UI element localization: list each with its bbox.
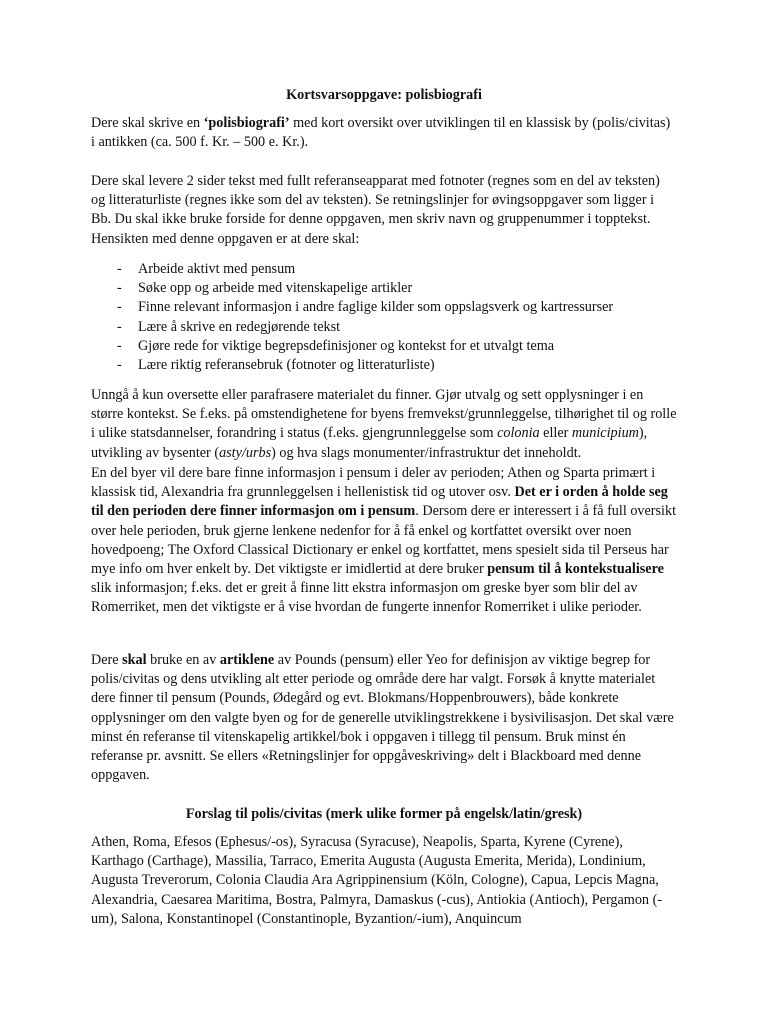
list-item: - Gjøre rede for viktige begrepsdefinisjoner og kontekst for et utvalgt tema [117,337,708,356]
list-item: - Lære å skrive en redegjørende tekst [117,318,708,337]
list-item: - Finne relevant informasjon i andre faglige kilder som oppslagsverk og kartressurser [117,298,708,317]
dash-bullet: - [117,337,122,354]
list-item: - Lære riktig referansebruk (fotnoter og litteraturliste) [117,356,708,375]
dash-bullet: - [117,318,122,335]
city-list-paragraph: Athen, Roma, Efesos (Ephesus/-os), Syracusa (Syracuse), Neapolis, Sparta, Kyrene (Cyrene), Karthago (Carthage), Massilia, Tarraco, Emerita Augusta (Augusta Emerita, Merida), Londinium, Augusta Treverorum, Colonia Claudia Ara Agrippinensium (Köln, Cologne), Capua, Lepcis Magna, Alexandria, Caesarea Maritima, Bostra, Palmyra, Damaskus (-cus), Antiokia (Antioch), Pergamon (-um), Salona, Konstantinopel (Constantinople, Byzantion/-ium), Anquincum [91,834,663,927]
period-paragraph: En del byer vil dere bare finne informasjon i pensum i deler av perioden; Athen og Sparta primært i klassisk tid, Alexandria fra grunnleggelsen i hellenistisk tid og utover osv. Det er i orden å holde seg til den perioden dere finner informasjon om i pensum. Dersom dere er interessert i å få full oversikt over hele perioden, bruk gjerne lenkene nedenfor for å få enkel og kortfattet oversikt over noen hovedpoeng; The Oxford Classical Dictionary er enkel og kortfattet, mens spesielt sida til Perseus har mye info om hver enkelt by. Det viktigste er imidlertid at dere bruker pensum til å kontekstualisere slik informasjon; f.eks. det er greit å finne litt ekstra informasjon om greske byer som blir del av Romerriket, men det viktigste er å vise hvordan de fungerte innenfor Romerriket i ulike perioder. [91,465,677,616]
list-item: - Søke opp og arbeide med vitenskapelige artikler [117,279,708,298]
requirements-paragraph: Dere skal levere 2 sider tekst med fullt referanseapparat med fotnoter (regnes som en del av teksten) og litteraturliste (regnes ikke som del av teksten). Se retningslinjer for øvingsoppgaver som ligger i Bb. Du skal ikke bruke forside for denne oppgaven, men skriv navn og gruppenummer i topptekst. Hensikten med denne oppgaven er at dere skal: [91,173,660,247]
intro-paragraph: Dere skal skrive en ‘polisbiografi’ med kort oversikt over utviklingen til en klassisk by (polis/civitas) i antikken (ca. 500 f. Kr. – 500 e. Kr.). [91,115,671,151]
goals-list [117,260,708,375]
bold-term: ‘polisbiografi’ [203,115,290,131]
dash-bullet: - [117,299,122,316]
document-title: Kortsvarsoppgave: polisbiografi [286,87,482,103]
suggestions-heading: Forslag til polis/civitas (merk ulike former på engelsk/latin/gresk) [185,806,583,822]
context-paragraph: Unngå å kun oversette eller parafrasere materialet du finner. Gjør utvalg og sett opplysninger i en større kontekst. Se f.eks. på omstendighetene for byens fremvekst/grunnleggelse, tilhørighet til og rolle i ulike statsdannelser, forandring i status (f.eks. gjengrunnleggelse som colonia eller municipium), utvikling av bysenter (asty/urbs) og hva slags monumenter/infrastruktur det inneholdt. [91,387,677,461]
list-item: - Arbeide aktivt med pensum [117,260,708,279]
dash-bullet: - [117,261,122,277]
dash-bullet: - [117,280,122,297]
articles-paragraph: Dere skal bruke en av artiklene av Pounds (pensum) eller Yeo for definisjon av viktige begrep for polis/civitas og dens utvikling alt etter periode og område dere har valgt. Forsøk å knytte materialet dere finner til pensum (Pounds, Ødegård og evt. Blokmans/Hoppenbrouwers), både konkrete opplysninger om den valgte byen og for de generelle utviklingstrekkene i bysivilisasjon. Det skal være minst én referanse til vitenskapelig artikkel/bok i oppgaven i tillegg til pensum. Bruk minst én referanse pr. avsnitt. Se ellers «Retningslinjer for oppgåveskriving» delt i Blackboard med denne oppgaven. [91,652,674,784]
dash-bullet: - [117,357,122,374]
